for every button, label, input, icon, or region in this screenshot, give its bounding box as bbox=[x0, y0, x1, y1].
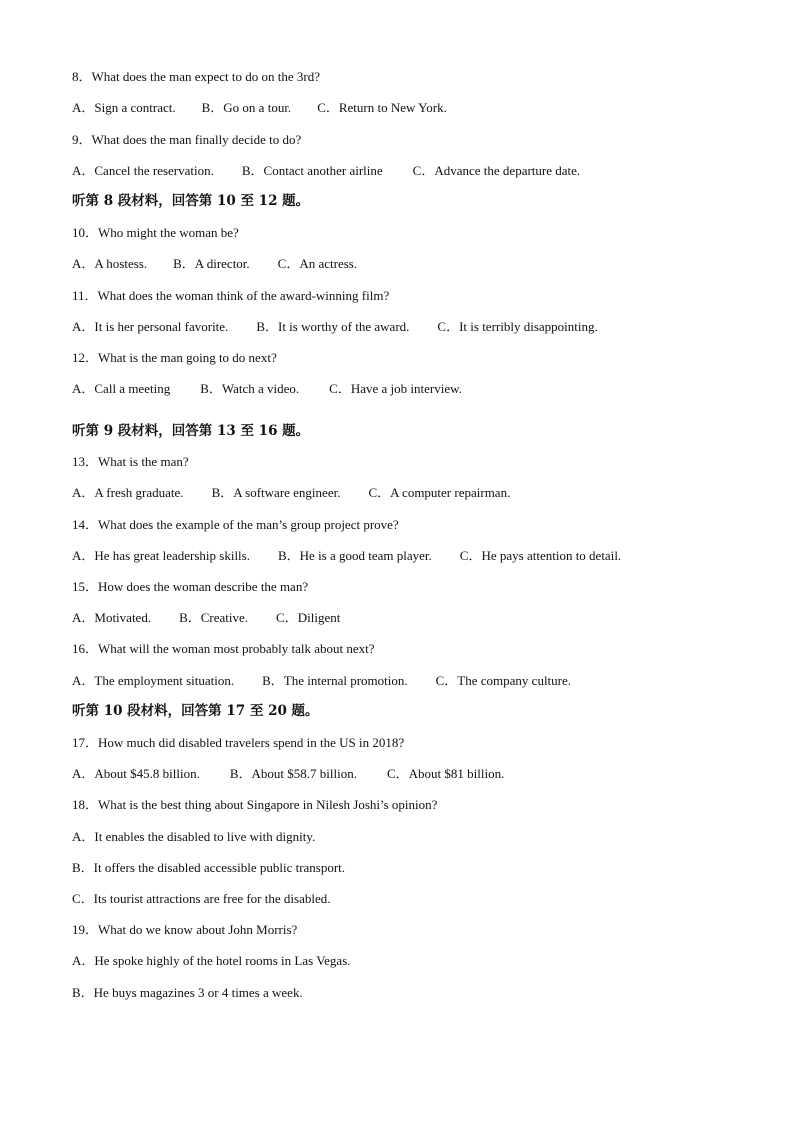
options-16 bbox=[72, 673, 571, 689]
option-12-b: B．Watch a video. bbox=[200, 381, 300, 396]
question-12: 12．What is the man going to do next? bbox=[72, 350, 277, 365]
section-heading-9: 听第 9 段材料，回答第 13 至 16 题。 bbox=[72, 423, 310, 439]
question-16: 16．What will the woman most probably talk about next? bbox=[72, 641, 375, 656]
option-13-c: C．A computer repairman. bbox=[368, 485, 511, 500]
options-14 bbox=[72, 548, 621, 564]
options-15 bbox=[72, 610, 340, 626]
option-17-b: B．About $58.7 billion. bbox=[229, 766, 357, 781]
options-12 bbox=[72, 381, 462, 397]
options-9 bbox=[72, 163, 580, 179]
option-19-b: B．He buys magazines 3 or 4 times a week. bbox=[72, 985, 303, 1000]
option-8-a: A．Sign a contract. bbox=[72, 100, 176, 115]
option-8-b: B．Go on a tour. bbox=[201, 100, 292, 115]
option-11-c: C．It is terribly disappointing. bbox=[437, 319, 598, 334]
question-9: 9．What does the man finally decide to do? bbox=[72, 132, 302, 147]
question-18: 18．What is the best thing about Singapore in Nilesh Joshi’s opinion? bbox=[72, 797, 438, 812]
question-17: 17．How much did disabled travelers spend in the US in 2018? bbox=[72, 735, 405, 750]
option-8-c: C．Return to New York. bbox=[317, 100, 447, 115]
option-9-c: C．Advance the departure date. bbox=[412, 163, 581, 178]
option-12-a: A．Call a meeting bbox=[72, 381, 171, 396]
option-16-c: C．The company culture. bbox=[435, 673, 572, 688]
options-8 bbox=[72, 100, 447, 116]
option-19-a: A．He spoke highly of the hotel rooms in Las Vegas. bbox=[72, 953, 351, 968]
option-12-c: C．Have a job interview. bbox=[329, 381, 462, 396]
option-13-a: A．A fresh graduate. bbox=[72, 485, 184, 500]
question-8: 8．What does the man expect to do on the 3rd? bbox=[72, 69, 321, 84]
options-17 bbox=[72, 766, 504, 782]
option-14-a: A．He has great leadership skills. bbox=[72, 548, 250, 563]
option-16-a: A．The employment situation. bbox=[72, 673, 235, 688]
section-heading-8: 听第 8 段材料，回答第 10 至 12 题。 bbox=[72, 193, 310, 209]
question-11: 11．What does the woman think of the award-winning film? bbox=[72, 288, 390, 303]
option-15-a: A．Motivated. bbox=[72, 610, 152, 625]
option-14-c: C．He pays attention to detail. bbox=[459, 548, 622, 563]
question-14: 14．What does the example of the man’s group project prove? bbox=[72, 517, 399, 532]
option-15-c: C．Diligent bbox=[276, 610, 341, 625]
option-16-b: B．The internal promotion. bbox=[262, 673, 408, 688]
option-11-a: A．It is her personal favorite. bbox=[72, 319, 229, 334]
option-10-a: A．A hostess. bbox=[72, 256, 148, 271]
option-13-b: B．A software engineer. bbox=[211, 485, 341, 500]
option-18-b: B．It offers the disabled accessible public transport. bbox=[72, 860, 346, 875]
options-13 bbox=[72, 485, 510, 501]
options-11 bbox=[72, 319, 598, 335]
question-19: 19．What do we know about John Morris? bbox=[72, 922, 298, 937]
question-10: 10．Who might the woman be? bbox=[72, 225, 239, 240]
option-17-c: C．About $81 billion. bbox=[386, 766, 505, 781]
option-9-b: B．Contact another airline bbox=[241, 163, 383, 178]
option-10-b: B．A director. bbox=[173, 256, 250, 271]
option-17-a: A．About $45.8 billion. bbox=[72, 766, 200, 781]
question-15: 15．How does the woman describe the man? bbox=[72, 579, 309, 594]
option-11-b: B．It is worthy of the award. bbox=[256, 319, 410, 334]
question-13: 13．What is the man? bbox=[72, 454, 189, 469]
option-10-c: C．An actress. bbox=[277, 256, 358, 271]
option-18-c: C．Its tourist attractions are free for the disabled. bbox=[72, 891, 331, 906]
options-10 bbox=[72, 256, 357, 272]
section-heading-10: 听第 10 段材料，回答第 17 至 20 题。 bbox=[72, 703, 319, 719]
option-9-a: A．Cancel the reservation. bbox=[72, 163, 214, 178]
option-18-a: A．It enables the disabled to live with dignity. bbox=[72, 829, 316, 844]
option-15-b: B．Creative. bbox=[179, 610, 249, 625]
option-14-b: B．He is a good team player. bbox=[277, 548, 432, 563]
